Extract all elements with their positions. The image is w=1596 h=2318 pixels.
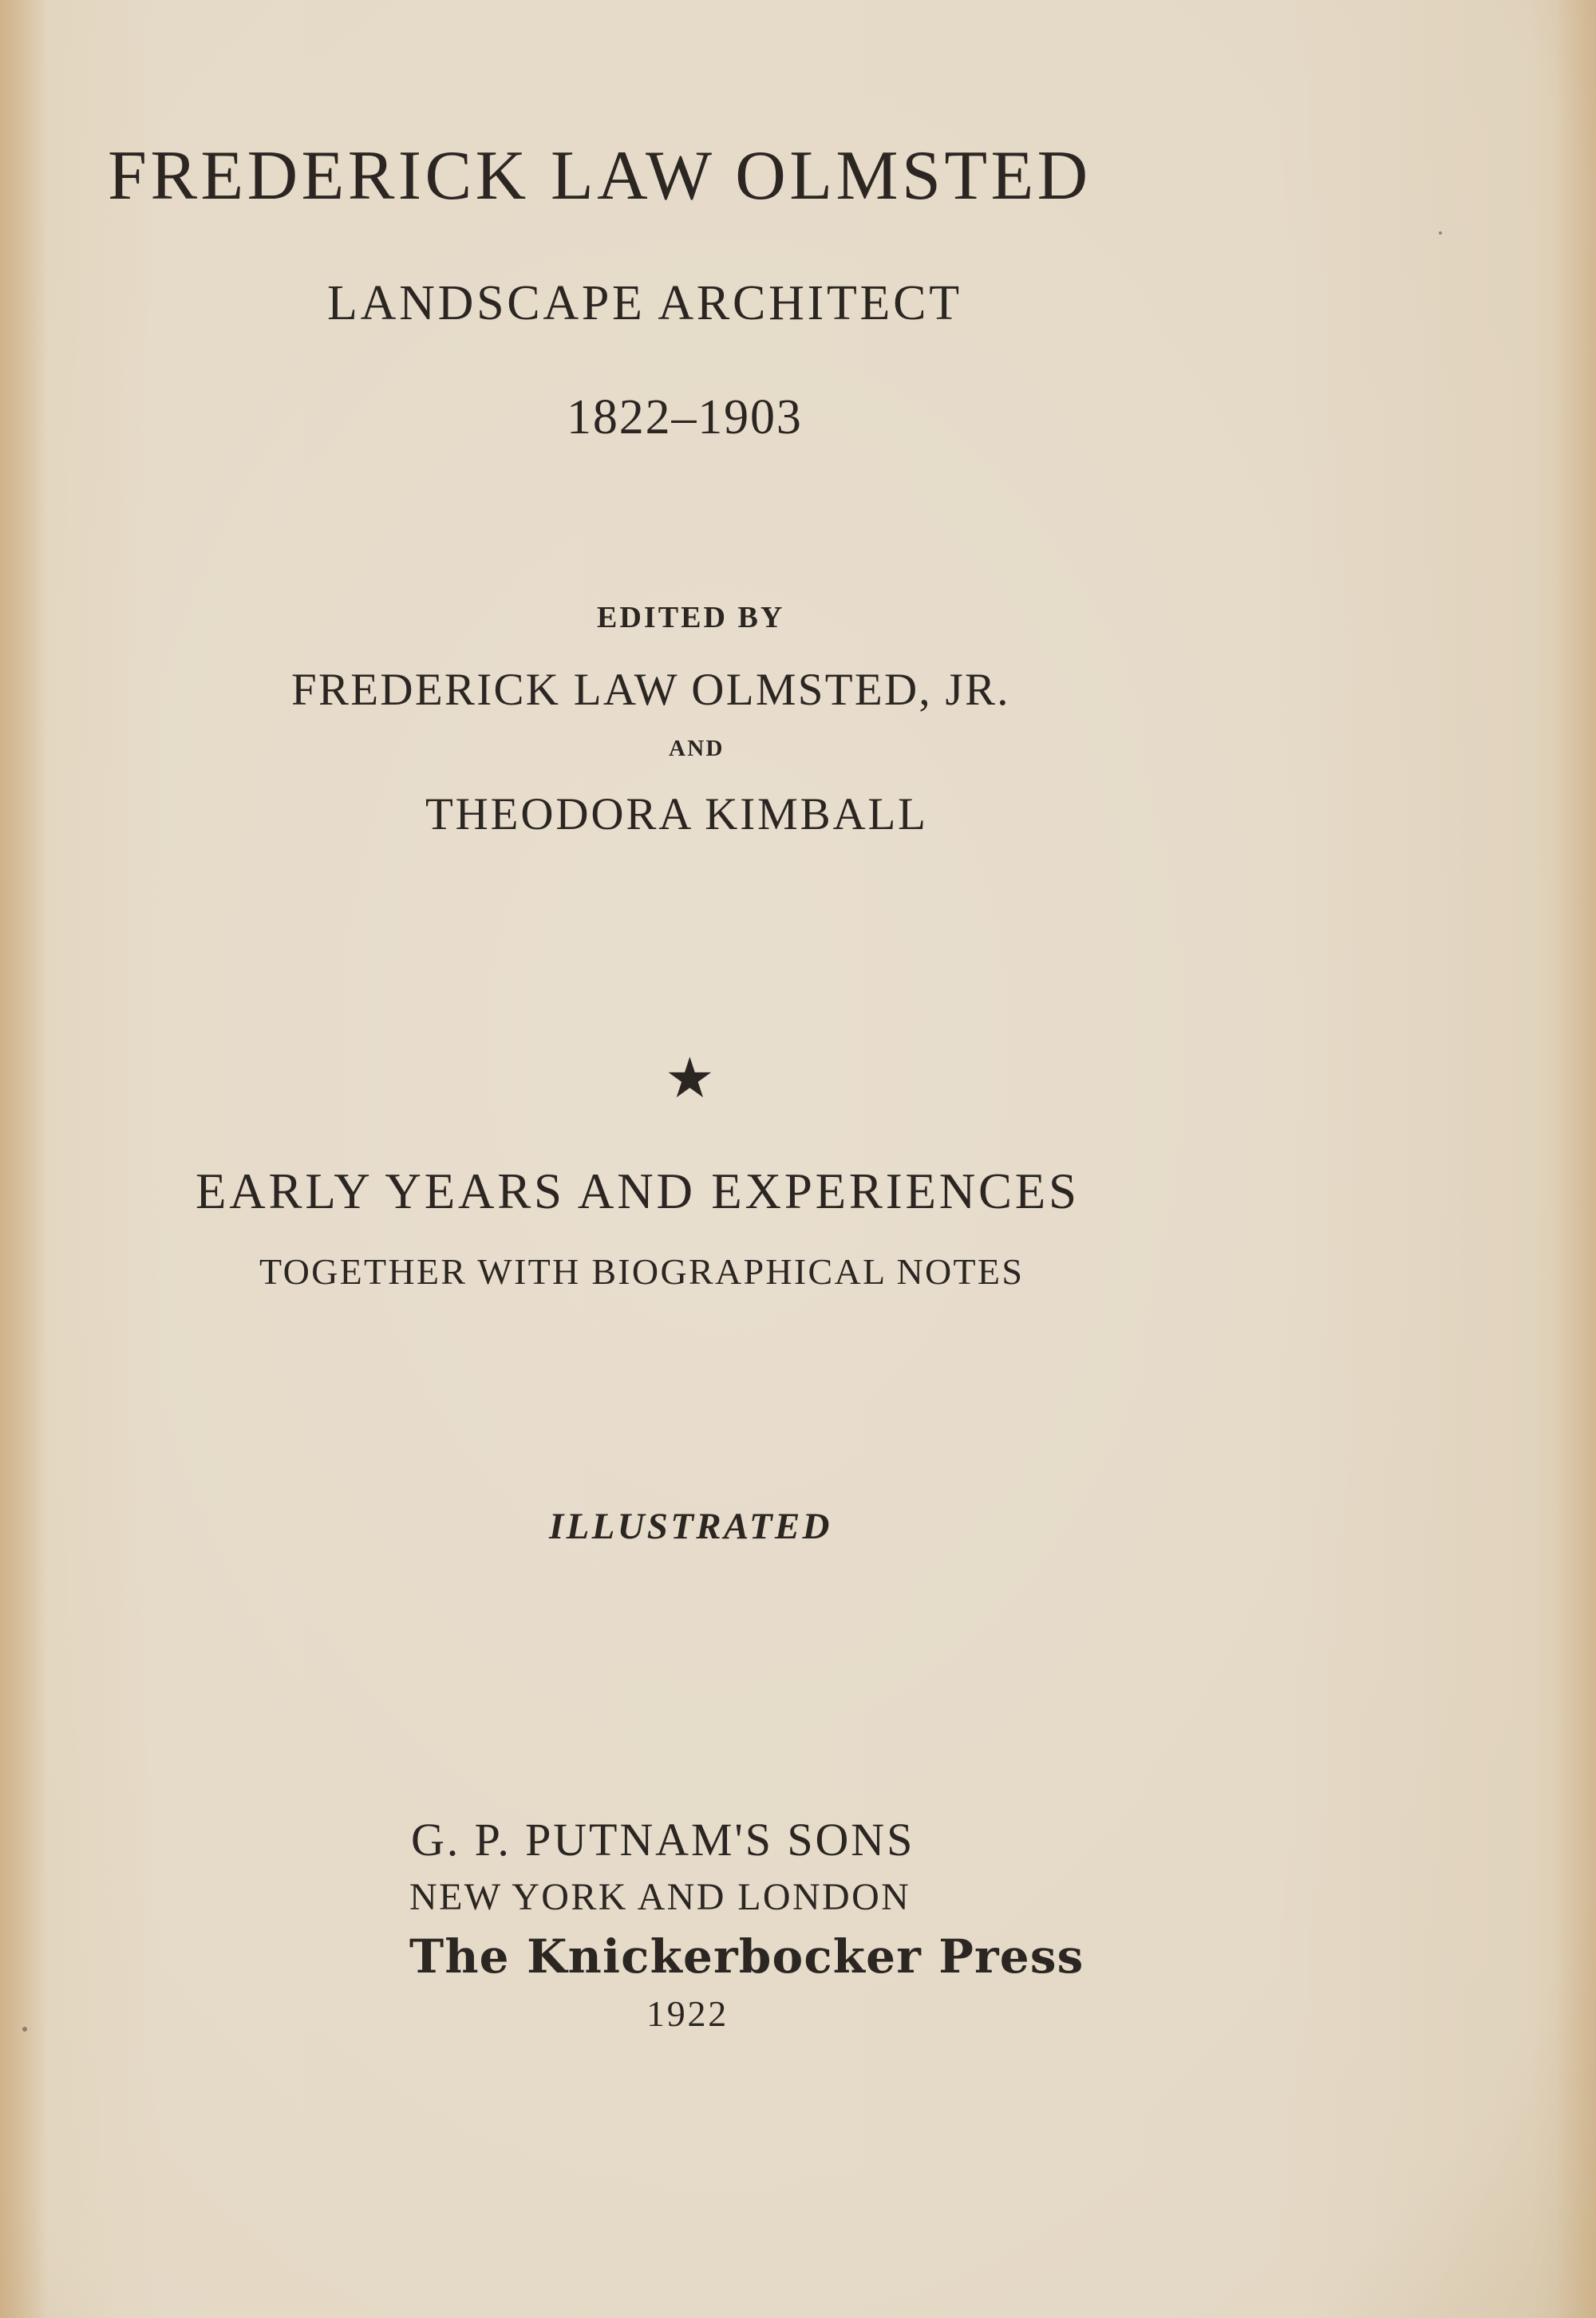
illustrated-note: ILLUSTRATED bbox=[549, 1506, 832, 1547]
edited-by-label: EDITED BY bbox=[597, 601, 785, 634]
page-edge-left bbox=[0, 0, 48, 2318]
and-conjunction: AND bbox=[669, 736, 725, 761]
editor-name-2: THEODORA KIMBALL bbox=[425, 789, 928, 839]
editor-name-1: FREDERICK LAW OLMSTED, JR. bbox=[291, 665, 1010, 715]
book-subtitle: LANDSCAPE ARCHITECT bbox=[327, 276, 962, 330]
publisher-name: G. P. PUTNAM'S SONS bbox=[411, 1814, 915, 1866]
life-dates: 1822–1903 bbox=[567, 390, 803, 444]
press-name: The Knickerbocker Press bbox=[409, 1929, 1084, 1984]
book-title: FREDERICK LAW OLMSTED bbox=[108, 137, 1092, 215]
publication-year: 1922 bbox=[646, 1993, 729, 2034]
volume-subtitle: TOGETHER WITH BIOGRAPHICAL NOTES bbox=[259, 1251, 1025, 1292]
volume-title: EARLY YEARS AND EXPERIENCES bbox=[196, 1163, 1080, 1219]
page-edge-right bbox=[1556, 0, 1596, 2318]
paper-speck bbox=[1439, 231, 1442, 235]
star-icon: ★ bbox=[665, 1048, 717, 1110]
publisher-cities: NEW YORK AND LONDON bbox=[409, 1876, 911, 1918]
paper-speck bbox=[22, 2027, 27, 2032]
